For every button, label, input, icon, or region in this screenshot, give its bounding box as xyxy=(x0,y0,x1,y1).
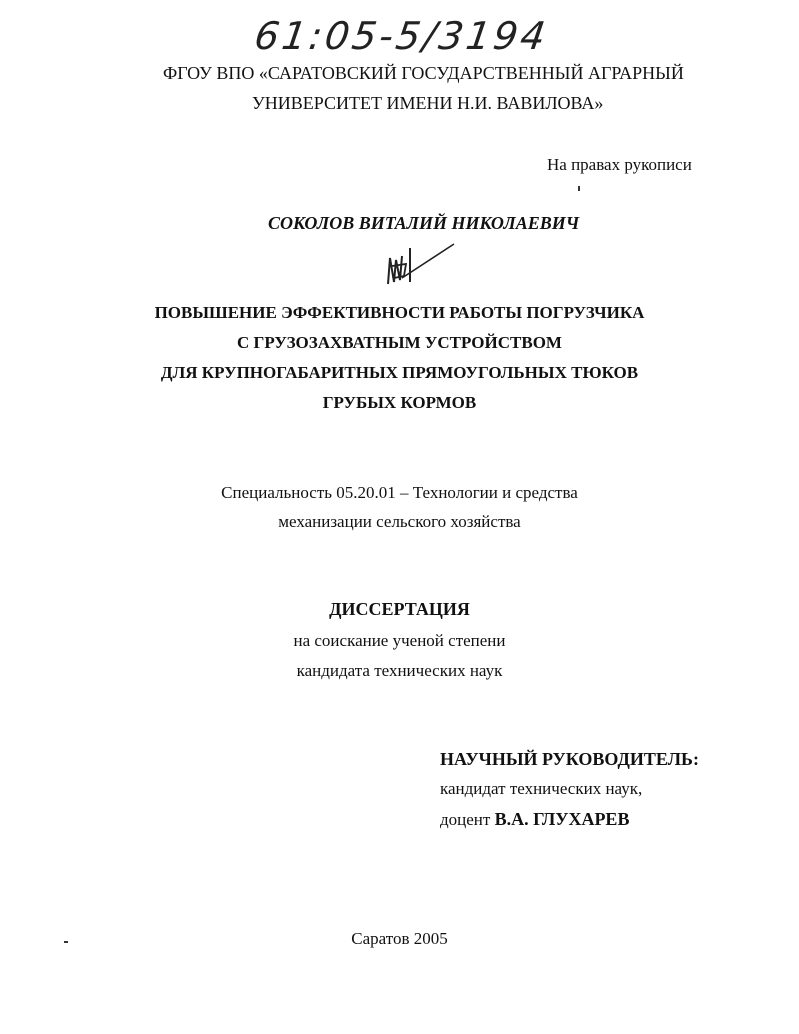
document-type-line-2: кандидата технических наук xyxy=(296,661,503,680)
title-line-1: ПОВЫШЕНИЕ ЭФФЕКТИВНОСТИ РАБОТЫ ПОГРУЗЧИКА xyxy=(154,303,645,322)
rights-note: На правах рукописи xyxy=(547,155,692,174)
specialty-line-1: Специальность 05.20.01 – Технологии и средства xyxy=(221,483,578,502)
scan-speck xyxy=(578,186,580,191)
handwritten-archive-number: 61:05-5/3194 xyxy=(251,14,552,58)
title-line-3: ДЛЯ КРУПНОГАБАРИТНЫХ ПРЯМОУГОЛЬНЫХ ТЮКОВ xyxy=(160,363,639,382)
document-type-line-1: на соискание ученой степени xyxy=(293,631,506,650)
supervisor-name: В.А. ГЛУХАРЕВ xyxy=(494,809,630,829)
place-and-year: Саратов 2005 xyxy=(351,929,448,948)
document-type-heading: ДИССЕРТАЦИЯ xyxy=(329,599,470,619)
institution-line-1: ФГОУ ВПО «САРАТОВСКИЙ ГОСУДАРСТВЕННЫЙ АГРАРНЫЙ xyxy=(163,63,684,83)
institution-line-2: УНИВЕРСИТЕТ ИМЕНИ Н.И. ВАВИЛОВА» xyxy=(252,93,604,113)
scan-speck xyxy=(64,941,68,943)
title-line-2: С ГРУЗОЗАХВАТНЫМ УСТРОЙСТВОМ xyxy=(237,333,562,352)
title-line-4: ГРУБЫХ КОРМОВ xyxy=(322,393,477,412)
supervisor-heading: НАУЧНЫЙ РУКОВОДИТЕЛЬ: xyxy=(440,749,699,769)
author-name: СОКОЛОВ ВИТАЛИЙ НИКОЛАЕВИЧ xyxy=(268,213,580,233)
specialty-line-2: механизации сельского хозяйства xyxy=(278,512,521,531)
supervisor-position: доцент xyxy=(440,810,491,829)
supervisor-line xyxy=(440,808,629,831)
author-signature xyxy=(380,238,460,288)
supervisor-degree: кандидат технических наук, xyxy=(440,779,643,798)
